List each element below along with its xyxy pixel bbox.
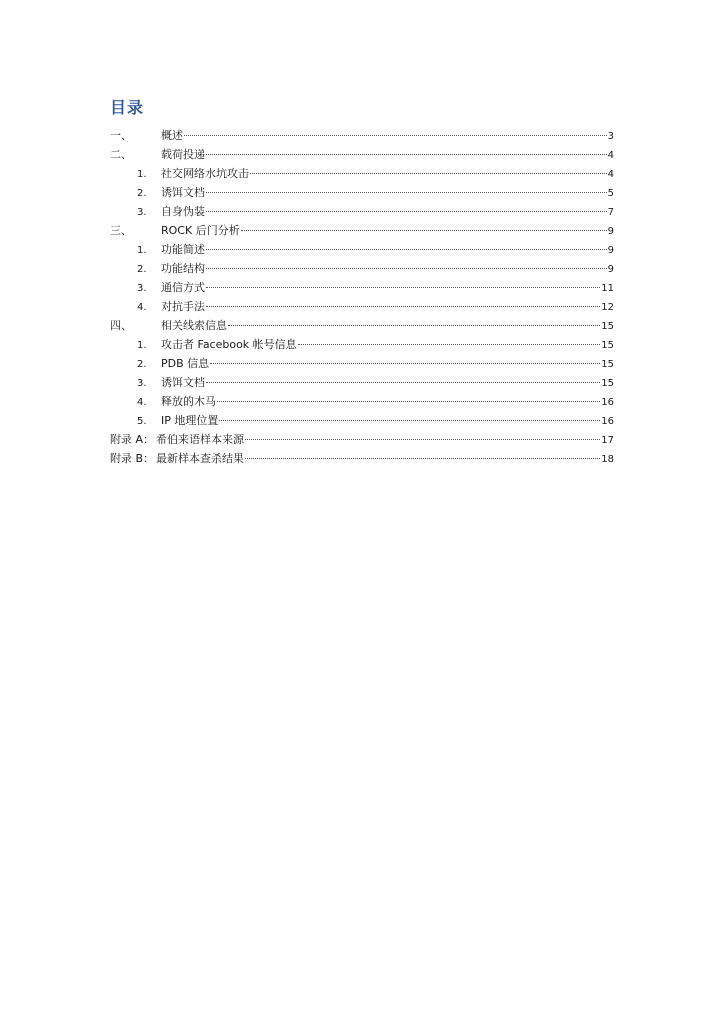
toc-entry-number: 四、 <box>110 319 132 332</box>
toc-entry-page-number: 5 <box>607 188 614 199</box>
dot-leader <box>206 267 607 269</box>
toc-entry-page-number: 16 <box>601 397 614 408</box>
dot-leader <box>184 134 607 136</box>
toc-entry[interactable] <box>110 430 614 449</box>
toc-entry-page-number: 15 <box>601 378 614 389</box>
dot-leader <box>206 286 600 288</box>
toc-entry-label: 载荷投递 <box>161 148 205 161</box>
dot-leader <box>298 343 601 345</box>
toc-entry-number: 二、 <box>110 148 132 161</box>
toc-entry-label: 释放的木马 <box>161 395 216 408</box>
dot-leader <box>245 457 600 459</box>
dot-leader <box>206 210 607 212</box>
toc-entry-page-number: 15 <box>601 359 614 370</box>
toc-entry-number: 1. <box>137 340 147 351</box>
toc-entry-number: 4. <box>137 302 147 313</box>
toc-entry-page-number: 9 <box>607 226 614 237</box>
toc-entry-label: 希伯来语样本来源 <box>156 433 245 446</box>
dot-leader <box>206 248 607 250</box>
toc-entry-number: 3. <box>137 378 147 389</box>
toc-entry-number: 2. <box>137 359 147 370</box>
toc-entry-label: 概述 <box>161 129 183 142</box>
toc-entry-label: 功能简述 <box>161 243 205 256</box>
dot-leader <box>206 153 607 155</box>
toc-entry[interactable] <box>110 202 614 221</box>
toc-entry-page-number: 16 <box>601 416 614 427</box>
toc-entry-number: 3. <box>137 207 147 218</box>
toc-entry-page-number: 9 <box>607 264 614 275</box>
toc-entry[interactable] <box>110 259 614 278</box>
dot-leader <box>245 438 600 440</box>
toc-entry-page-number: 17 <box>601 435 614 446</box>
toc-entry-page-number: 18 <box>601 454 614 465</box>
toc-entry[interactable] <box>110 126 614 145</box>
toc-entry[interactable] <box>110 354 614 373</box>
toc-entry[interactable] <box>110 316 614 335</box>
toc-entry[interactable] <box>110 373 614 392</box>
toc-entry[interactable] <box>110 392 614 411</box>
toc-entry-page-number: 3 <box>607 131 614 142</box>
table-of-contents <box>110 126 614 468</box>
toc-entry-label: 对抗手法 <box>161 300 205 313</box>
dot-leader <box>250 172 607 174</box>
toc-entry[interactable] <box>110 183 614 202</box>
toc-entry-number: 附录 A： <box>110 433 155 446</box>
dot-leader <box>206 381 600 383</box>
dot-leader <box>217 400 600 402</box>
toc-entry-label: 通信方式 <box>161 281 205 294</box>
toc-entry-page-number: 11 <box>601 283 614 294</box>
toc-entry[interactable] <box>110 240 614 259</box>
toc-entry-page-number: 4 <box>607 169 614 180</box>
toc-entry-page-number: 9 <box>607 245 614 256</box>
toc-entry-number: 2. <box>137 264 147 275</box>
toc-entry-page-number: 12 <box>601 302 614 313</box>
toc-entry-label: 相关线索信息 <box>161 319 227 332</box>
toc-entry-number: 4. <box>137 397 147 408</box>
toc-entry-label: IP 地理位置 <box>161 414 219 427</box>
toc-entry[interactable] <box>110 335 614 354</box>
toc-heading: 目录 <box>110 98 145 117</box>
toc-entry-number: 附录 B： <box>110 452 155 465</box>
toc-entry-label: 诱饵文档 <box>161 186 205 199</box>
toc-entry-page-number: 15 <box>601 340 614 351</box>
toc-entry-number: 一、 <box>110 129 132 142</box>
toc-entry[interactable] <box>110 278 614 297</box>
toc-entry-label: 社交网络水坑攻击 <box>161 167 249 180</box>
toc-entry[interactable] <box>110 297 614 316</box>
toc-entry[interactable] <box>110 221 614 240</box>
dot-leader <box>206 305 600 307</box>
toc-entry-number: 5. <box>137 416 147 427</box>
toc-entry-page-number: 4 <box>607 150 614 161</box>
dot-leader <box>219 419 600 421</box>
toc-entry[interactable] <box>110 411 614 430</box>
toc-entry[interactable] <box>110 145 614 164</box>
toc-entry-number: 1. <box>137 169 147 180</box>
dot-leader <box>206 191 607 193</box>
dot-leader <box>241 229 607 231</box>
toc-entry-label: 自身伪装 <box>161 205 205 218</box>
toc-entry-label: PDB 信息 <box>161 357 210 370</box>
toc-entry-page-number: 7 <box>607 207 614 218</box>
toc-entry-number: 3. <box>137 283 147 294</box>
toc-entry-page-number: 15 <box>601 321 614 332</box>
toc-entry-label: 最新样本查杀结果 <box>156 452 245 465</box>
toc-entry-number: 1. <box>137 245 147 256</box>
toc-entry-label: 诱饵文档 <box>161 376 205 389</box>
toc-entry[interactable] <box>110 449 614 468</box>
toc-entry-number: 三、 <box>110 224 132 237</box>
toc-entry[interactable] <box>110 164 614 183</box>
toc-entry-label: ROCK 后门分析 <box>161 224 240 237</box>
toc-entry-number: 2. <box>137 188 147 199</box>
toc-entry-label: 攻击者 Facebook 帐号信息 <box>161 338 297 351</box>
toc-entry-label: 功能结构 <box>161 262 205 275</box>
dot-leader <box>228 324 600 326</box>
dot-leader <box>210 362 600 364</box>
